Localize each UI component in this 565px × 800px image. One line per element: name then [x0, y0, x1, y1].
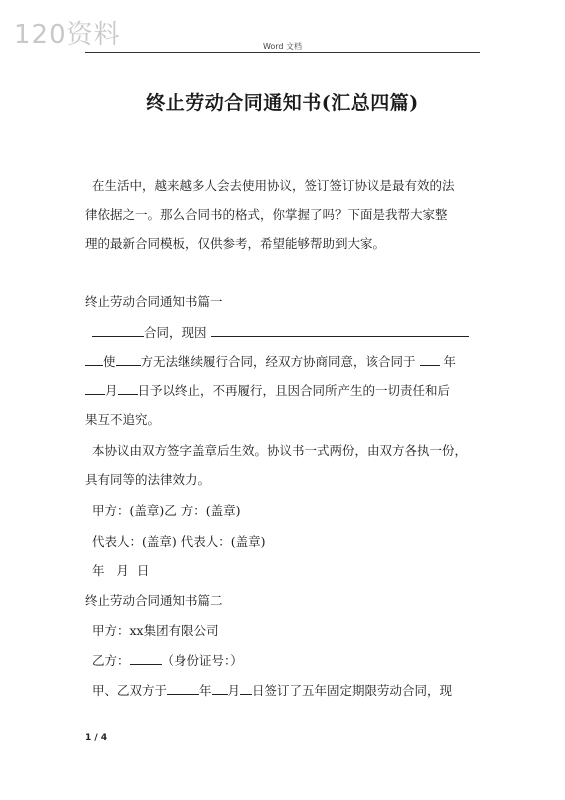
section-1-line-2: 使 方无法继续履行合同，经双方协商同意，该合同于 年 [85, 353, 456, 371]
section-1-heading: 终止劳动合同通知书篇一 [85, 294, 223, 309]
blank-field [85, 382, 105, 395]
document-header-label: Word 文档 [262, 42, 303, 51]
section-2-line-2: 乙方： （身份证号：） [92, 653, 243, 668]
signature-line-representative: 代表人：(盖章) 代表人：(盖章) [92, 534, 266, 549]
header-divider [85, 52, 480, 53]
section-2-heading: 终止劳动合同通知书篇二 [85, 593, 223, 608]
watermark: 120资料 [14, 20, 121, 50]
document-title: 终止劳动合同通知书(汇总四篇) [146, 92, 419, 114]
section-2-line-1: 甲方：xx集团有限公司 [92, 623, 219, 638]
blank-field [116, 353, 141, 366]
section-1-line-1: 合同，现因 [92, 324, 469, 342]
blank-field [118, 382, 138, 395]
section-2-line-3: 甲、乙双方于 年 月 日签订了五年固定期限劳动合同，现 [92, 683, 453, 698]
blank-field [85, 353, 103, 366]
blank-field [240, 682, 252, 695]
intro-line-1: 在生活中，越来越多人会去使用协议，签订签订协议是最有效的法 [92, 178, 455, 193]
date-line: 年 月 日 [92, 563, 150, 578]
signature-line-party: 甲方：(盖章)乙 方：(盖章) [92, 503, 241, 518]
intro-line-3: 理的最新合同模板，仅供参考，希望能够帮助到大家。 [85, 236, 386, 251]
page-number: 1 / 4 [85, 733, 108, 743]
intro-line-2: 律依据之一。那么合同书的格式，你掌握了吗？下面是我帮大家整 [85, 207, 448, 222]
section-1-line-3: 月 日予以终止，不再履行，且因合同所产生的一切责任和后 [85, 382, 450, 400]
blank-field [167, 682, 199, 695]
blank-field [211, 324, 469, 337]
blank-field [92, 324, 144, 337]
section-1-line-6: 具有同等的法律效力。 [85, 472, 211, 487]
blank-field [212, 682, 228, 695]
section-1-line-5: 本协议由双方签字盖章后生效。协议书一式两份，由双方各执一份， [92, 443, 468, 458]
blank-field [130, 652, 162, 665]
blank-field [420, 353, 440, 366]
section-1-line-4: 果互不追究。 [85, 412, 161, 427]
